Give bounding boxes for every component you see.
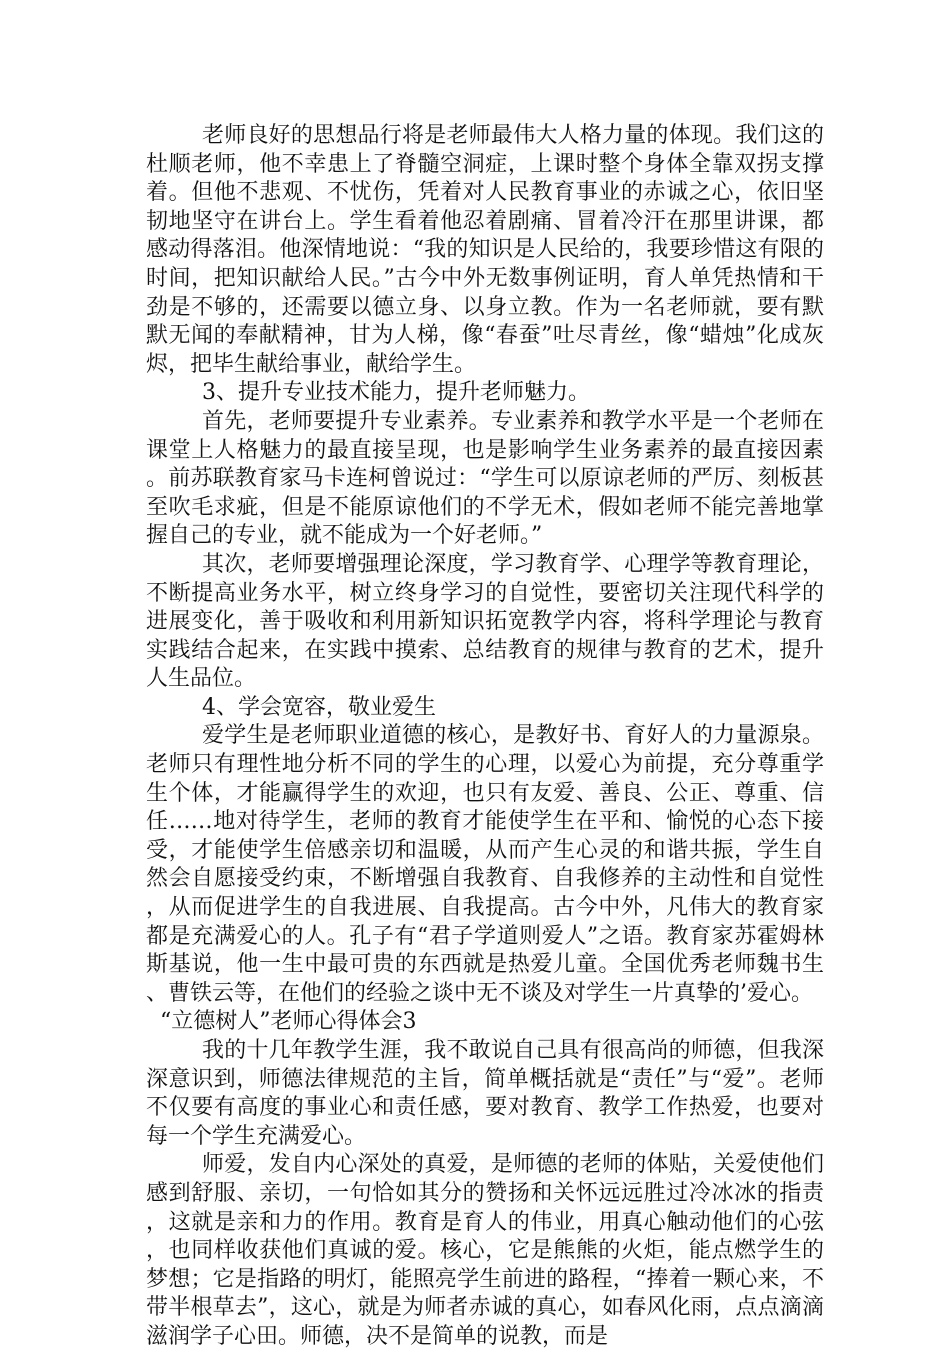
document-page xyxy=(146,122,824,1352)
paragraph-body: 首先，老师要提升专业素养。专业素养和教学水平是一个老师在课堂上人格魅力的最直接呈现，也是影响学生业务素养的最直接因素。前苏联教育家马卡连柯曾说过：“学生可以原谅老师的严厉、刻板甚至吹毛求疵，但是不能原谅他们的不学无术，假如老师不能完善地掌握自己的专业，就不能成为一个好老师。” xyxy=(146,408,824,549)
section-heading-4: 4、学会宽容，敬业爱生 xyxy=(202,694,436,720)
paragraph-body: 我的十几年教学生涯，我不敢说自己具有很高尚的师德，但我深深意识到，师德法律规范的主旨，简单概括就是“责任”与“爱”。老师不仅要有高度的事业心和责任感，要对教育、教学工作热爱，也要对每一个学生充满爱心。 xyxy=(146,1038,824,1149)
paragraph-body: 其次，老师要增强理论深度，学习教育学、心理学等教育理论，不断提高业务水平，树立终身学习的自觉性，要密切关注现代科学的进展变化，善于吸收和利用新知识拓宽教学内容，将科学理论与教育实践结合起来，在实践中摸索、总结教育的规律与教育的艺术，提升人生品位。 xyxy=(146,551,824,692)
article-title: “立德树人”老师心得体会3 xyxy=(160,1009,417,1035)
section-heading-3: 3、提升专业技术能力，提升老师魅力。 xyxy=(202,380,590,406)
paragraph-body: 爱学生是老师职业道德的核心，是教好书、育好人的力量源泉。老师只有理性地分析不同的学生的心理，以爱心为前提，充分尊重学生个体，才能赢得学生的欢迎，也只有友爱、善良、公正、尊重、信任……地对待学生，老师的教育才能使学生在平和、愉悦的心态下接受，才能使学生倍感亲切和温暖，从而产生心灵的和谐共振，学生自然会自愿接受约束，不断增强自我教育、自我修养的主动性和自觉性，从而促进学生的自我进展、自我提高。古今中外，凡伟大的教育家都是充满爱心的人。孔子有“君子学道则爱人”之语。教育家苏霍姆林斯基说，他一生中最可贵的东西就是热爱儿童。全国优秀老师魏书生、曹铁云等，在他们的经验之谈中无不谈及对学生一片真挚的’爱心。 xyxy=(146,723,824,1006)
paragraph-body: 老师良好的思想品行将是老师最伟大人格力量的体现。我们这的杜顺老师，他不幸患上了脊髓空洞症，上课时整个身体全靠双拐支撑着。但他不悲观、不忧伤，凭着对人民教育事业的赤诚之心，依旧坚韧地坚守在讲台上。学生看着他忍着剧痛、冒着冷汗在那里讲课，都感动得落泪。他深情地说：“我的知识是人民给的，我要珍惜这有限的时间，把知识献给人民。”古今中外无数事例证明，育人单凭热情和干劲是不够的，还需要以德立身、以身立教。作为一名老师就，要有默默无闻的奉献精神，甘为人梯，像“春蚕”吐尽青丝，像“蜡烛”化成灰烬，把毕生献给事业，献给学生。 xyxy=(146,123,824,377)
paragraph-body: 师爱，发自内心深处的真爱，是师德的老师的体贴，关爱使他们感到舒服、亲切，一句恰如其分的赞扬和关怀远远胜过冷冰冰的指责，这就是亲和力的作用。教育是育人的伟业，用真心触动他们的心弦，也同样收获他们真诚的爱。核心，它是熊熊的火炬，能点燃学生的梦想；它是指路的明灯，能照亮学生前进的路程，“捧着一颗心来，不带半根草去”，这心，就是为师者赤诚的真心，如春风化雨，点点滴滴滋润学子心田。师德，决不是简单的说教，而是 xyxy=(146,1152,824,1349)
